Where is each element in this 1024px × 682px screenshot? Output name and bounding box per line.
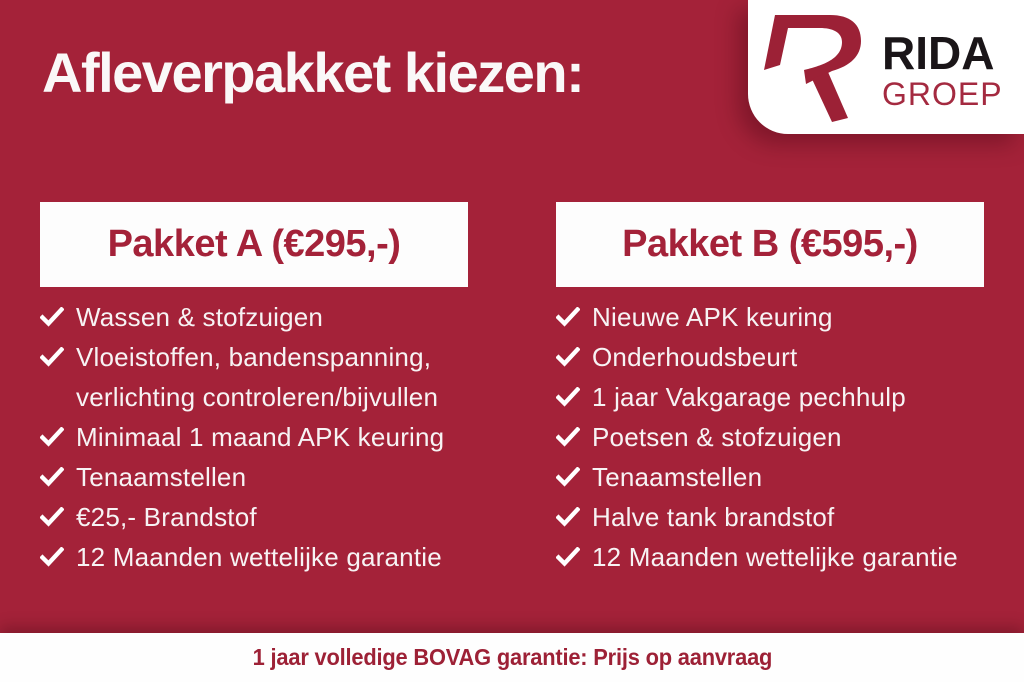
check-icon xyxy=(556,457,592,487)
check-icon xyxy=(40,537,76,567)
list-item-line: Halve tank brandstof xyxy=(592,502,835,532)
footer-guarantee-text: 1 jaar volledige BOVAG garantie: Prijs op aanvraag xyxy=(252,644,772,670)
list-item xyxy=(556,377,984,417)
package-a-list xyxy=(40,297,468,577)
list-item-lines xyxy=(76,457,246,497)
list-item-lines xyxy=(76,337,438,417)
list-item xyxy=(556,297,984,337)
logo-wordmark xyxy=(882,27,1003,112)
check-icon xyxy=(556,297,592,327)
list-item-lines xyxy=(76,537,442,577)
list-item-lines xyxy=(76,417,444,457)
list-item-lines xyxy=(592,377,906,417)
list-item-line: 1 jaar Vakgarage pechhulp xyxy=(592,382,906,412)
package-a-header xyxy=(40,202,468,287)
rida-r-logo-icon xyxy=(762,8,864,122)
check-icon xyxy=(556,417,592,447)
list-item xyxy=(40,297,468,337)
package-b-column xyxy=(556,202,984,577)
list-item-line: Vloeistoffen, bandenspanning, xyxy=(76,342,432,372)
check-icon xyxy=(556,497,592,527)
package-a-title: Pakket A (€295,-) xyxy=(107,223,401,265)
package-b-list xyxy=(556,297,984,577)
footer-bar xyxy=(0,633,1024,682)
check-icon xyxy=(40,297,76,327)
package-b-header xyxy=(556,202,984,287)
check-icon xyxy=(556,337,592,367)
check-icon xyxy=(40,417,76,447)
package-b-title: Pakket B (€595,-) xyxy=(622,223,918,265)
package-columns xyxy=(40,202,984,577)
list-item xyxy=(40,417,468,457)
list-item-line: Poetsen & stofzuigen xyxy=(592,422,842,452)
list-item xyxy=(40,537,468,577)
list-item-line: Tenaamstellen xyxy=(592,462,763,492)
logo-brand-text: RIDA xyxy=(882,27,995,79)
list-item-lines xyxy=(76,297,323,337)
list-item xyxy=(556,457,984,497)
list-item xyxy=(556,537,984,577)
list-item xyxy=(40,497,468,537)
list-item-line: Tenaamstellen xyxy=(76,462,247,492)
list-item-lines xyxy=(592,537,958,577)
check-icon xyxy=(40,457,76,487)
list-item-lines xyxy=(76,497,257,537)
check-icon xyxy=(40,337,76,367)
list-item-line: Onderhoudsbeurt xyxy=(592,342,798,372)
check-icon xyxy=(40,497,76,527)
list-item xyxy=(40,457,468,497)
list-item-line: Minimaal 1 maand APK keuring xyxy=(76,422,445,452)
list-item-line: Wassen & stofzuigen xyxy=(76,302,324,332)
list-item-lines xyxy=(592,417,842,457)
logo-box xyxy=(748,0,1024,134)
list-item-lines xyxy=(592,297,833,337)
list-item-line: 12 Maanden wettelijke garantie xyxy=(592,542,958,572)
list-item xyxy=(556,337,984,377)
check-icon xyxy=(556,537,592,567)
list-item-line: 12 Maanden wettelijke garantie xyxy=(76,542,442,572)
list-item-lines xyxy=(592,457,762,497)
package-a-column xyxy=(40,202,468,577)
list-item-lines xyxy=(592,337,797,377)
logo-sub-text: GROEP xyxy=(882,76,1003,112)
list-item-line: Nieuwe APK keuring xyxy=(592,302,833,332)
list-item xyxy=(556,417,984,457)
list-item-line: €25,- Brandstof xyxy=(76,502,257,532)
list-item xyxy=(556,497,984,537)
check-icon xyxy=(556,377,592,407)
list-item xyxy=(40,337,468,417)
list-item-line: verlichting controleren/bijvullen xyxy=(76,382,439,412)
list-item-lines xyxy=(592,497,834,537)
page-title: Afleverpakket kiezen: xyxy=(42,41,584,104)
